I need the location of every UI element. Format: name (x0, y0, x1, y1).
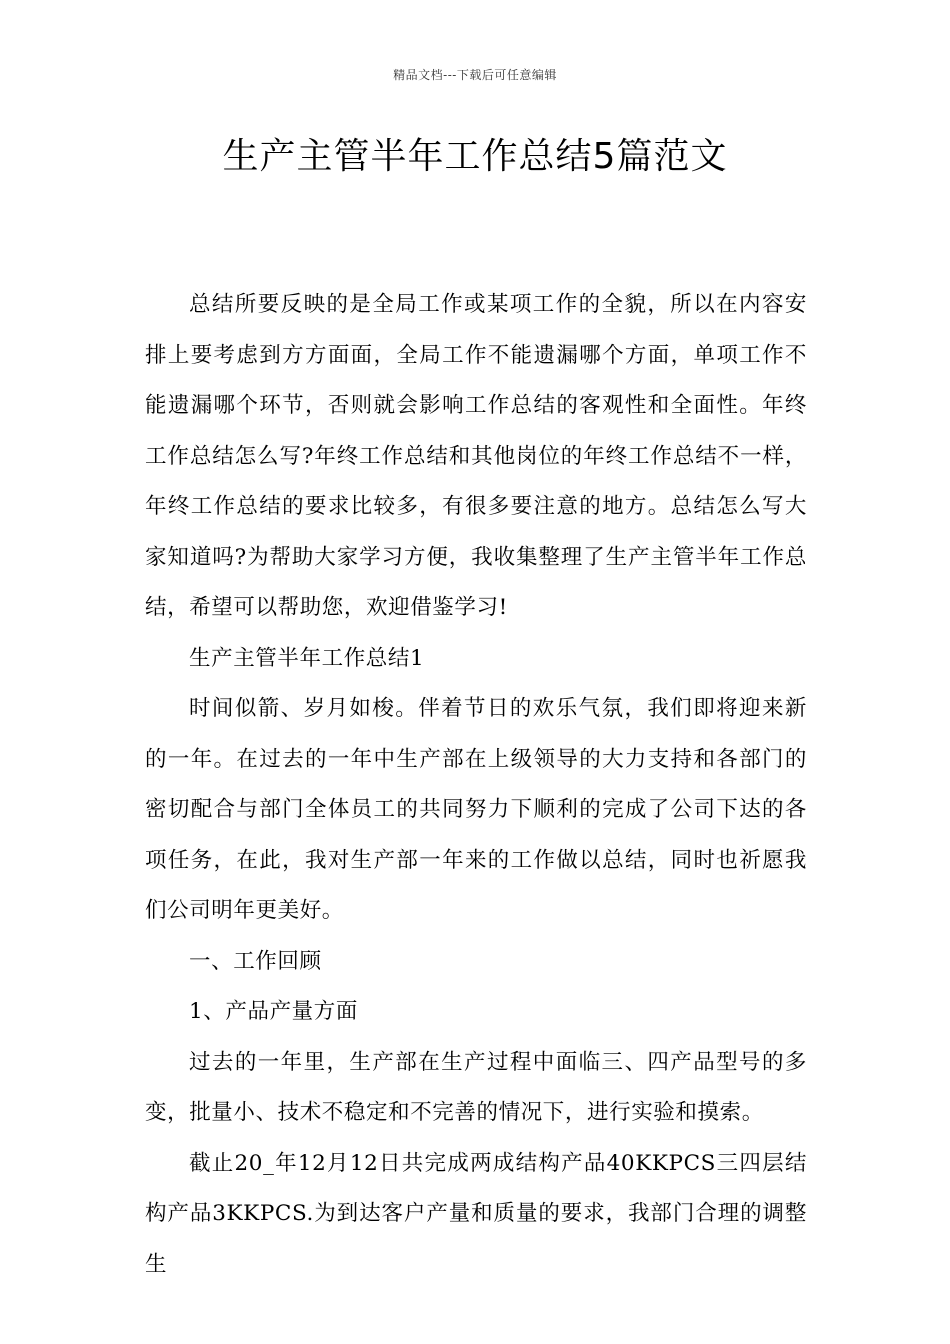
paragraph-intro: 总结所要反映的是全局工作或某项工作的全貌，所以在内容安排上要考虑到方方面面，全局工作不能遗漏哪个方面，单项工作不能遗漏哪个环节，否则就会影响工作总结的客观性和全面性。年终工作总结怎么写?年终工作总结和其他岗位的年终工作总结不一样，年终工作总结的要求比较多，有很多要注意的地方。总结怎么写大家知道吗?为帮助大家学习方便，我收集整理了生产主管半年工作总结，希望可以帮助您，欢迎借鉴学习! (145, 292, 807, 620)
document-title: 生产主管半年工作总结5篇范文 (222, 136, 728, 177)
paragraph-output-past-year: 过去的一年里，生产部在生产过程中面临三、四产品型号的多变，批量小、技术不稳定和不完善的情况下，进行实验和摸索。 (145, 1049, 807, 1125)
section-heading-summary-1: 生产主管半年工作总结1 (189, 645, 425, 671)
section-heading-work-review: 一、工作回顾 (189, 948, 322, 974)
header-note: 精品文档---下载后可任意编辑 (393, 68, 557, 82)
subsection-heading-output: 1、产品产量方面 (189, 999, 358, 1024)
document-body (145, 280, 807, 1290)
paragraph-output-figures: 截止20_年12月12日共完成两成结构产品40KKPCS三四层结构产品3KKPCS.为到达客户产量和质量的要求，我部门合理的调整生 (145, 1150, 807, 1277)
paragraph-opening: 时间似箭、岁月如梭。伴着节日的欢乐气氛，我们即将迎来新的一年。在过去的一年中生产部在上级领导的大力支持和各部门的密切配合与部门全体员工的共同努力下顺利的完成了公司下达的各项任务，在此，我对生产部一年来的工作做以总结，同时也祈愿我们公司明年更美好。 (145, 696, 807, 923)
